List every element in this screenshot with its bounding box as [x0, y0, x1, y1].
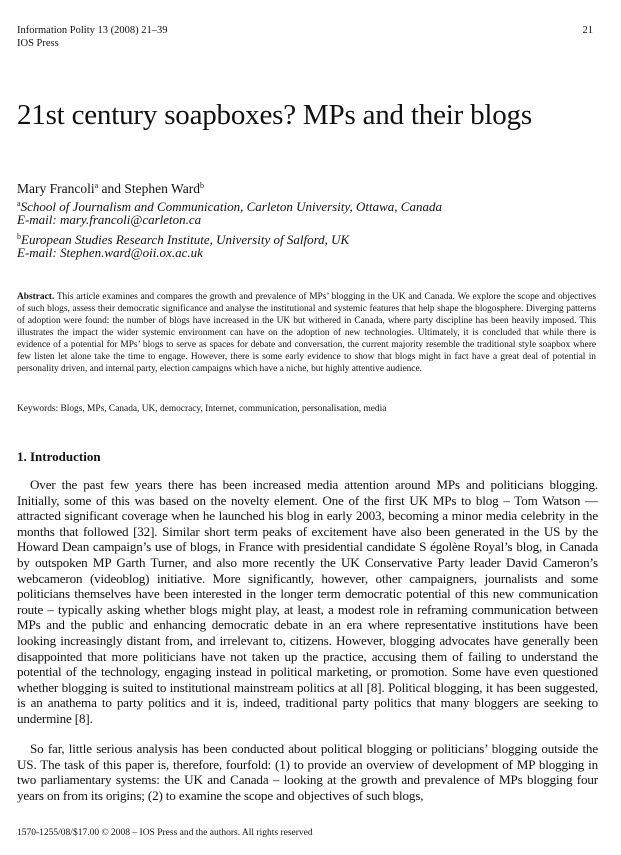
section-heading: 1. Introduction — [17, 449, 101, 464]
page-number: 21 — [582, 25, 593, 36]
affiliation-mark: a — [94, 181, 99, 190]
copyright-footer: 1570-1255/08/$17.00 © 2008 – IOS Press and the authors. All rights reserved — [17, 828, 313, 838]
affiliation-mark: b — [199, 181, 204, 190]
email-address: Stephen.ward@oii.ox.ac.uk — [59, 245, 203, 260]
abstract — [17, 291, 596, 375]
abstract-label: Abstract. — [17, 292, 55, 302]
affiliation-text: European Studies Research Institute, University of Salford, UK — [21, 232, 350, 247]
body-paragraph: So far, little serious analysis has been conducted about political blogging or politicians’ blogging outside the US. The task of this paper is, therefore, fourfold: (1) to provide an overview of development of MP blogging in two parliamentary systems: the UK and Canada – looking at the growth and prevalence of MPs blogging four years on from its origins; (2) to examine the scope and objectives of such blogs, — [17, 741, 598, 803]
email-label: E-mail: — [17, 212, 57, 227]
email-line — [17, 212, 201, 228]
author-name: Mary Francoli — [17, 181, 95, 196]
affiliation-mark: b — [17, 232, 21, 241]
publisher-name: IOS Press — [17, 37, 59, 49]
article-title: 21st century soapboxes? MPs and their blogs — [17, 99, 532, 131]
author-line — [17, 178, 204, 197]
email-label: E-mail: — [17, 245, 57, 260]
author-conjunction: and — [101, 181, 122, 196]
email-address: mary.francoli@carleton.ca — [59, 212, 202, 227]
journal-citation: Information Polity 13 (2008) 21–39 — [17, 25, 168, 36]
affiliation-text: School of Journalism and Communication, Carleton University, Ottawa, Canada — [20, 199, 442, 214]
body-paragraph: Over the past few years there has been increased media attention around MPs and politicians blogging. Initially, some of this was based on the novelty element. One of the first UK MPs to blog – Tom Watson — attracted significant coverage when he launched his blog in early 2003, becoming a minor media celebrity in the months that followed [32]. Similar short term peaks of excitement have also been generated in the US by the Howard Dean campaign’s use of blogs, in France with presidential candidate S égolène Royal’s blog, in Canada by outspoken MP Garth Turner, and also more recently the UK Conservative Party leader David Cameron’s webcameron (videoblog) initiative. More significantly, however, other campaigners, journalists and some politicians themselves have been interested in the longer term democratic potential of this new communication route – typically asking whether blogs might play, at least, a modest role in reframing communication between MPs and the public and enhancing democratic debate in an era where representative institutions have been looking increasingly distant from, and irrelevant to, citizens. However, blogging advocates have generally been disappointed that more politicians have not taken up the practice, accusing them of failing to understand the potential of the technology, engaging instead in political marketing, or promotion. Some have even questioned whether blogging is suited to institutional mainstream politics at all [8]. Political blogging, it has been suggested, is an anathema to party politics and it is, indeed, traditional party politics that many bloggers are seeking to undermine [8]. — [17, 477, 598, 726]
author-name: Stephen Ward — [124, 181, 200, 196]
abstract-text: This article examines and compares the growth and prevalence of MPs’ blogging in the UK and Canada. We explore the scope and objectives of such blogs, assess their democratic significance and analyse the institutional and systemic features that help shape the blogosphere. Diverging patterns of adoption were found: the number of blogs have increased in the UK but withered in Canada, where party discipline has been heavily imposed. This illustrates the impact the wider systemic environment can have on the adoption of new technologies. Ultimately, it is concluded that while there is evidence of a potential for MPs’ blogs to serve as spaces for debate and conversation, the current majority resemble the traditional style soapbox where few listen let alone take the time to engage. However, there is some early evidence to show that blogs might in fact have a great deal of potential in personality driven, and internal party, election campaigns which have a niche, but highly attentive audience. — [17, 292, 596, 374]
affiliation-mark: a — [17, 199, 21, 208]
running-header — [17, 25, 168, 50]
keywords: Keywords: Blogs, MPs, Canada, UK, democracy, Internet, communication, personalisation, media — [17, 404, 387, 414]
email-line — [17, 245, 203, 261]
